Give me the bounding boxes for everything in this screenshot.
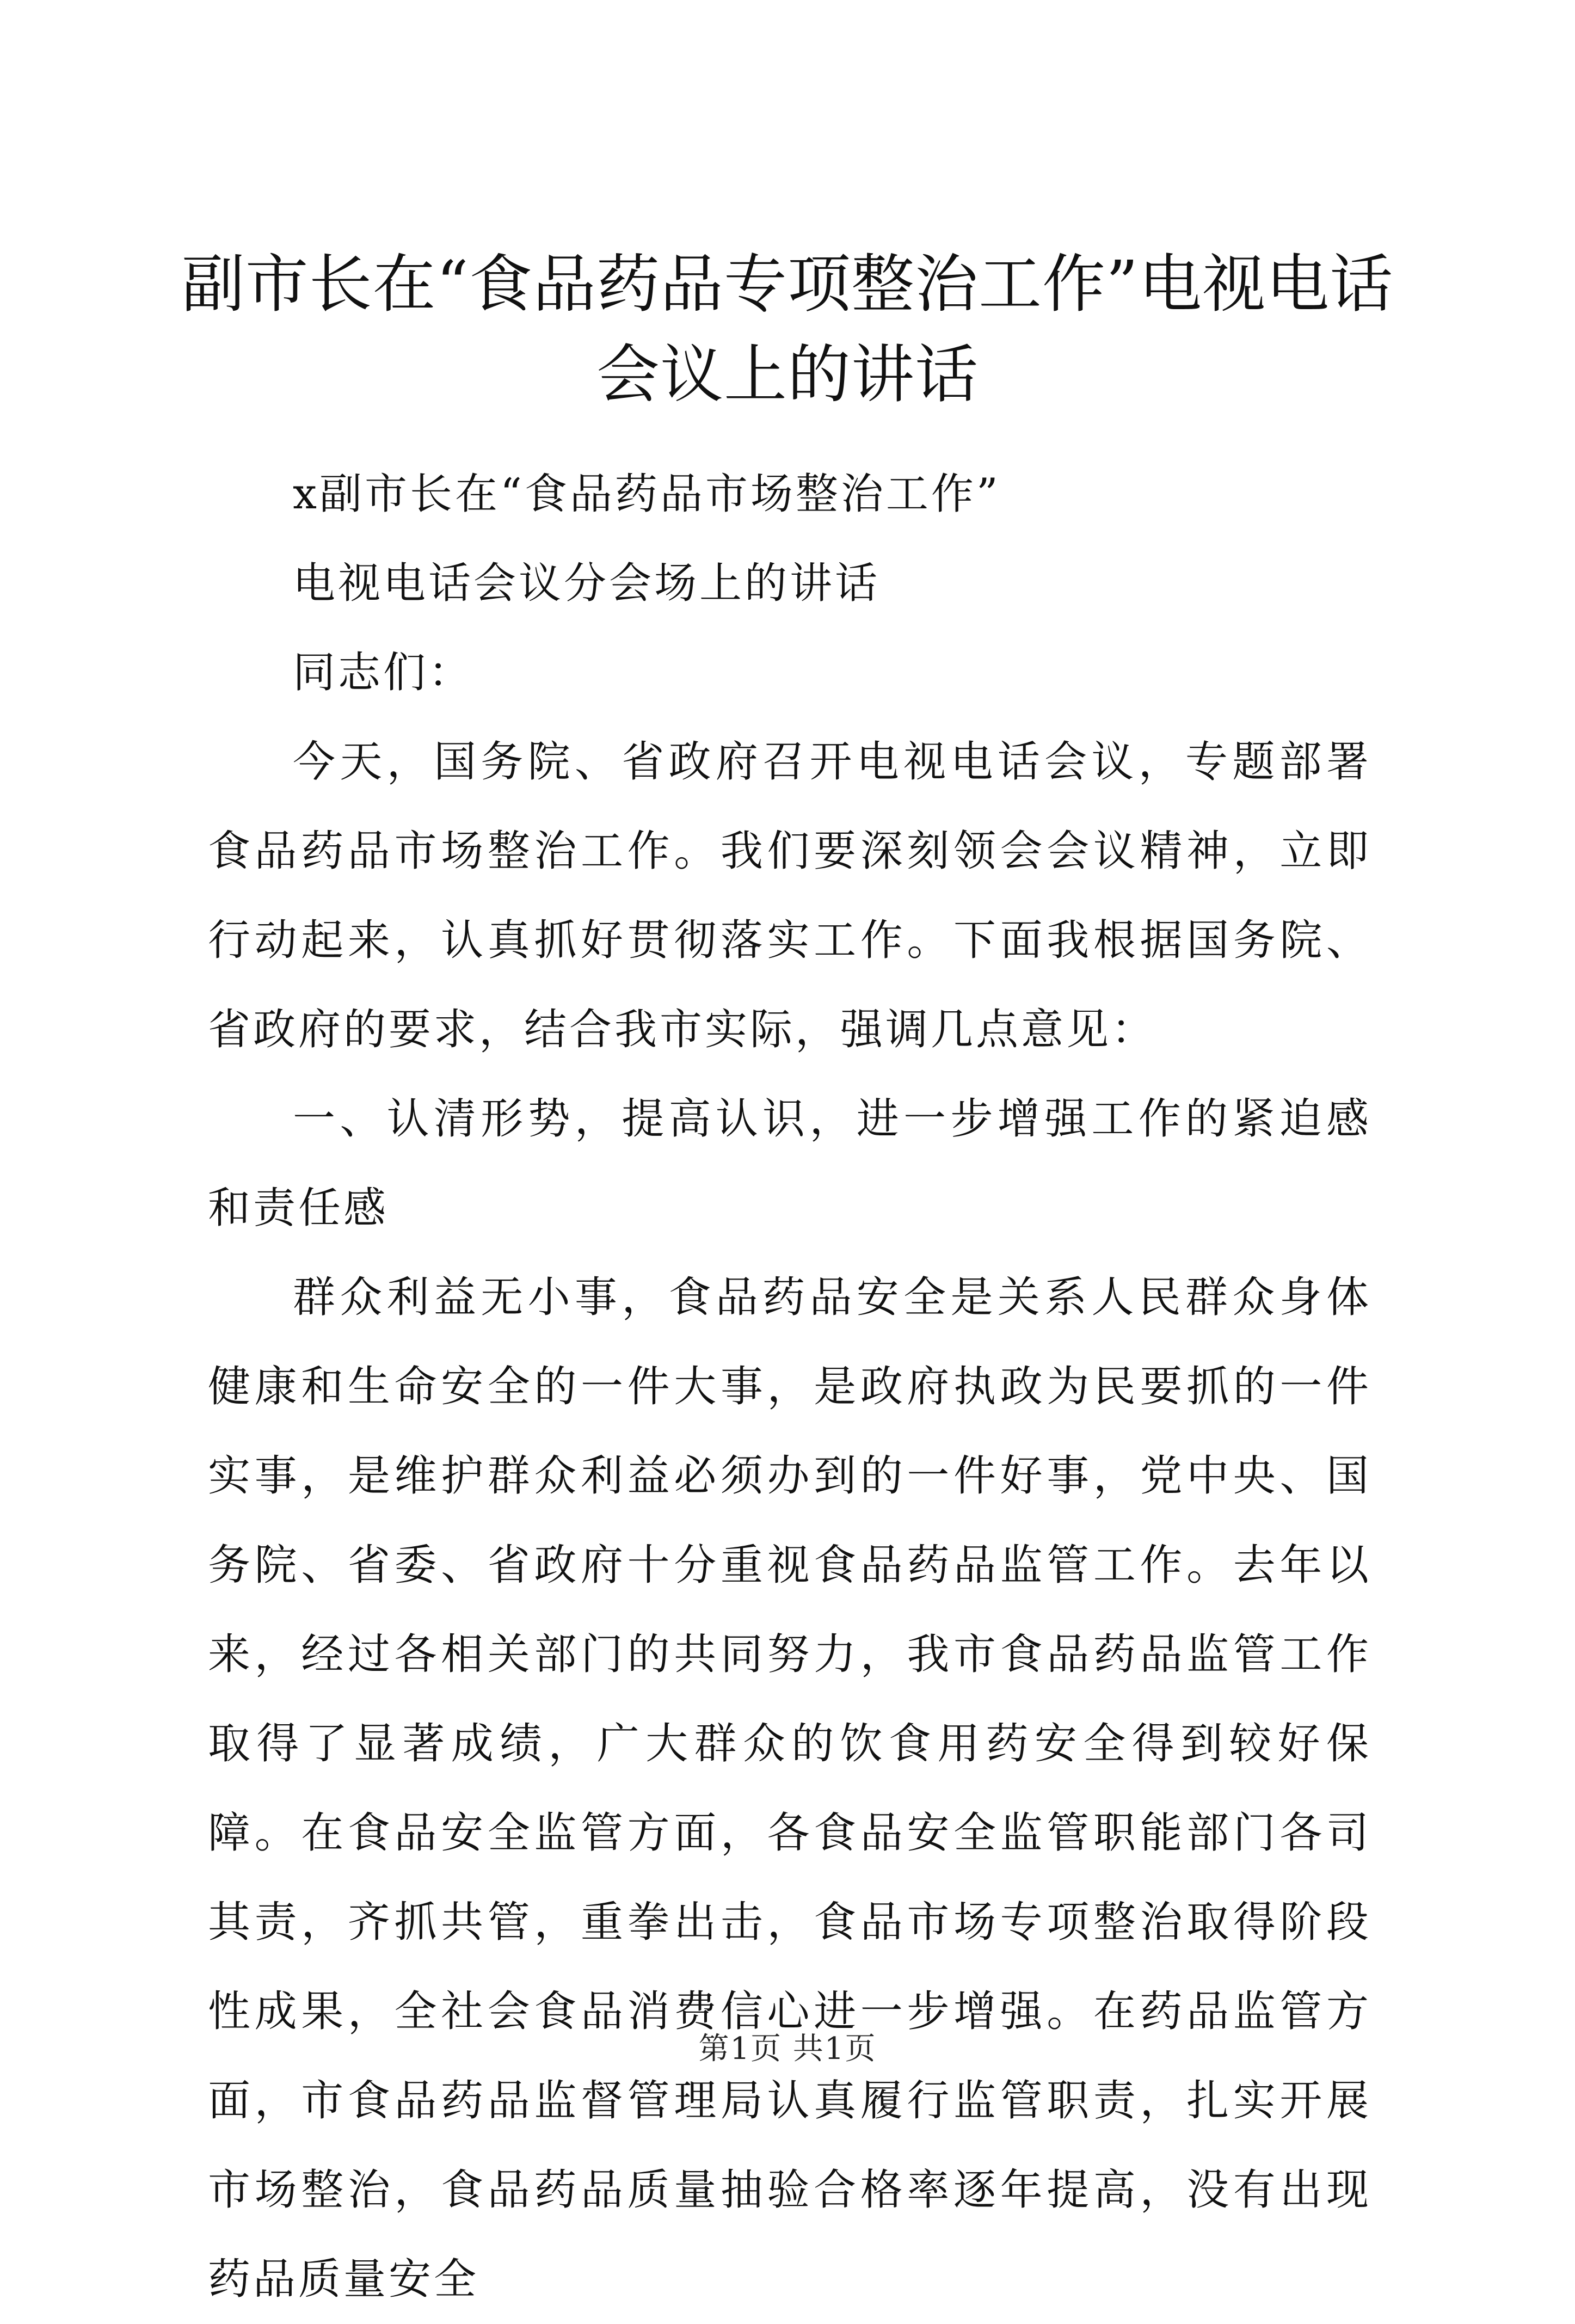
- paragraph-section-one-body: 群众利益无小事，食品药品安全是关系人民群众身体健康和生命安全的一件大事，是政府执政为民要抓的一件实事，是维护群众利益必须办到的一件好事，党中央、国务院、省委、省政府十分重视食品药品监管工作。去年以来，经过各相关部门的共同努力，我市食品药品监管工作取得了显著成绩，广大群众的饮食用药安全得到较好保障。在食品安全监管方面，各食品安全监管职能部门各司其责，齐抓共管，重拳出击，食品市场专项整治取得阶段性成果，全社会食品消费信心进一步增强。在药品监管方面，市食品药品监督管理局认真履行监管职责，扎实开展市场整治，食品药品质量抽验合格率逐年提高，没有出现药品质量安全: [208, 1273, 1371, 2304]
- paragraph-intro: 今天，国务院、省政府召开电视电话会议，专题部署食品药品市场整治工作。我们要深刻领会会议精神，立即行动起来，认真抓好贯彻落实工作。下面我根据国务院、省政府的要求，结合我市实际，强调几点意见：: [208, 737, 1371, 1054]
- section-heading-one: 一、认清形势，提高认识，进一步增强工作的紧迫感和责任感: [208, 1095, 1371, 1233]
- document-title: 副市长在“食品药品专项整治工作”电视电话会议上的讲话: [181, 248, 1394, 411]
- paragraph-salutation: 同志们：: [293, 648, 474, 697]
- paragraph-speaker-line: x副市长在“食品药品市场整治工作”: [293, 470, 1001, 519]
- page-footer: 第1页 共1页: [698, 2031, 877, 2067]
- paragraph-venue-line: 电视电话会议分会场上的讲话: [293, 559, 881, 608]
